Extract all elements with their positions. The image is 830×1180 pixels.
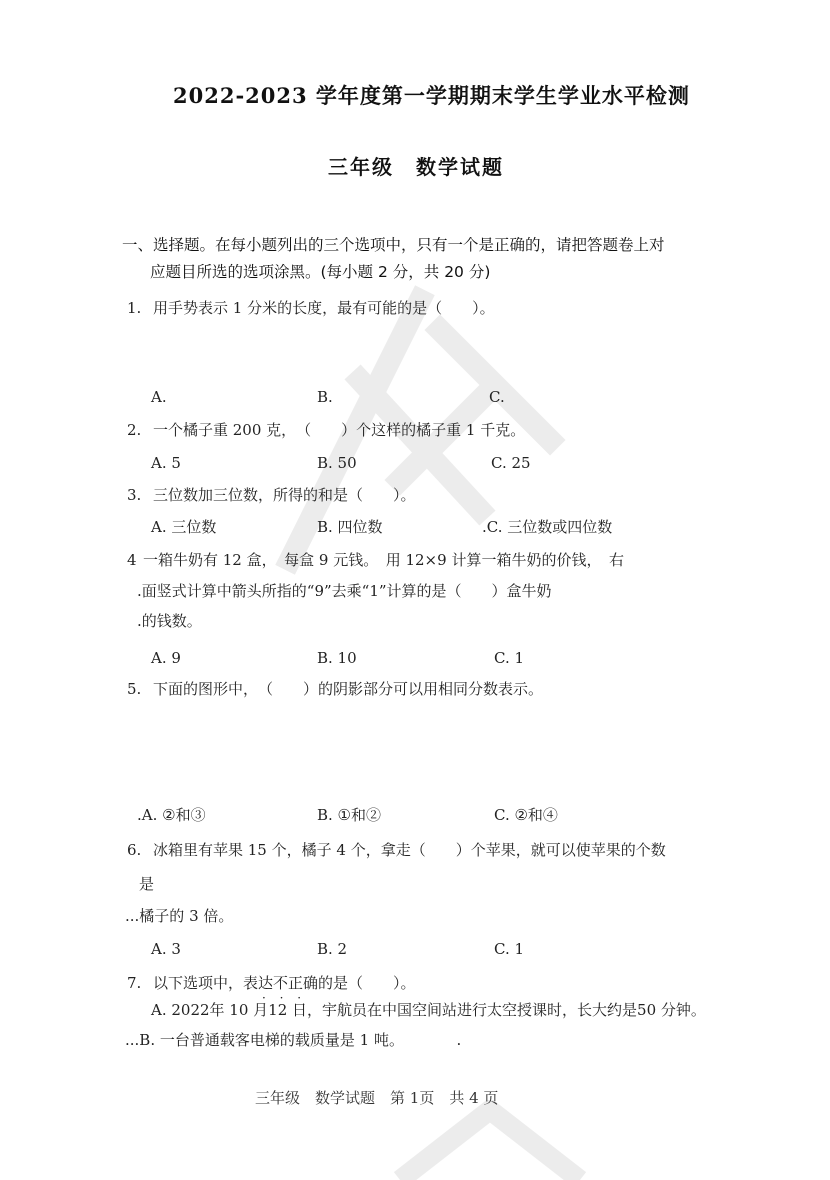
question-3-option-b[interactable]: B. 四位数 <box>317 518 383 536</box>
section-instructions-line1: 一、选择题。在每小题列出的三个选项中，只有一个是正确的，请把答题卷上对 <box>122 236 665 254</box>
question-5-number: 5. <box>127 680 142 698</box>
question-3-option-a[interactable]: A. 三位数 <box>151 518 217 536</box>
question-1-option-b[interactable]: B. <box>317 388 333 406</box>
question-4-option-a[interactable]: A. 9 <box>151 649 181 667</box>
question-1-option-a[interactable]: A. <box>151 388 167 406</box>
question-3-number: 3. <box>127 486 142 504</box>
question-7-number: 7. <box>127 974 142 992</box>
question-5-option-c[interactable]: C. ②和④ <box>494 806 558 824</box>
watermark-logo-icon <box>380 1100 600 1180</box>
question-2-number: 2. <box>127 421 142 439</box>
question-1-option-c[interactable]: C. <box>489 388 505 406</box>
question-6-text-line1: 冰箱里有苹果 15 个，橘子 4 个，拿走（ ）个苹果，就可以使苹果的个数 <box>153 841 666 859</box>
question-4-option-b[interactable]: B. 10 <box>317 649 357 667</box>
question-4-number: 4 <box>127 551 137 569</box>
question-2-option-b[interactable]: B. 50 <box>317 454 357 472</box>
question-3-option-c[interactable]: .C. 三位数或四位数 <box>482 518 613 536</box>
question-5-option-a[interactable]: .A. ②和③ <box>137 806 206 824</box>
section-instructions-line2: 应题目所选的选项涂黑。(每小题 2 分，共 20 分) <box>150 263 491 281</box>
question-4-option-c[interactable]: C. 1 <box>494 649 525 667</box>
question-1-number: 1. <box>127 299 142 317</box>
question-7-text: 以下选项中，表达不正确的是（ ）。 <box>153 974 416 992</box>
question-6-number: 6. <box>127 841 142 859</box>
exam-subtitle: 三年级 数学试题 <box>328 155 504 179</box>
exam-title: 2022-2023 学年度第一学期期末学生学业水平检测 <box>173 83 690 108</box>
question-2-text: 一个橘子重 200 克， （ ）个这样的橘子重 1 千克。 <box>153 421 526 439</box>
page-footer: 三年级 数学试题 第 1页 共 4 页 <box>255 1089 499 1107</box>
question-4-text-line3: .的钱数。 <box>137 612 202 630</box>
question-3-text: 三位数加三位数，所得的和是（ ）。 <box>153 486 416 504</box>
question-6-option-a[interactable]: A. 3 <box>151 940 181 958</box>
question-5-text: 下面的图形中， （ ）的阴影部分可以用相同分数表示。 <box>153 680 544 698</box>
question-7-option-b[interactable]: ...B. 一台普通载客电梯的载质量是 1 吨。 . <box>125 1031 462 1049</box>
question-7-option-a[interactable]: A. 2022年 10 月12 日，宇航员在中国空间站进行太空授课时，长大约是50 分钟。 <box>151 1001 706 1019</box>
question-6-text-line3: ...橘子的 3 倍。 <box>125 907 234 925</box>
question-2-option-a[interactable]: A. 5 <box>151 454 181 472</box>
emphasis-dots: · · · <box>262 991 307 1005</box>
question-6-text-line2: 是 <box>139 875 155 893</box>
question-5-option-b[interactable]: B. ①和② <box>317 806 382 824</box>
question-6-option-c[interactable]: C. 1 <box>494 940 525 958</box>
question-2-option-c[interactable]: C. 25 <box>491 454 531 472</box>
question-1-text: 用手势表示 1 分米的长度，最有可能的是（ ）。 <box>153 299 495 317</box>
question-6-option-b[interactable]: B. 2 <box>317 940 348 958</box>
question-4-text-line1: 一箱牛奶有 12 盒， 每盒 9 元钱。 用 12×9 计算一箱牛奶的价钱， 右 <box>143 551 624 569</box>
question-4-text-line2: .面竖式计算中箭头所指的“9”去乘“1”计算的是（ ）盒牛奶 <box>137 582 552 600</box>
